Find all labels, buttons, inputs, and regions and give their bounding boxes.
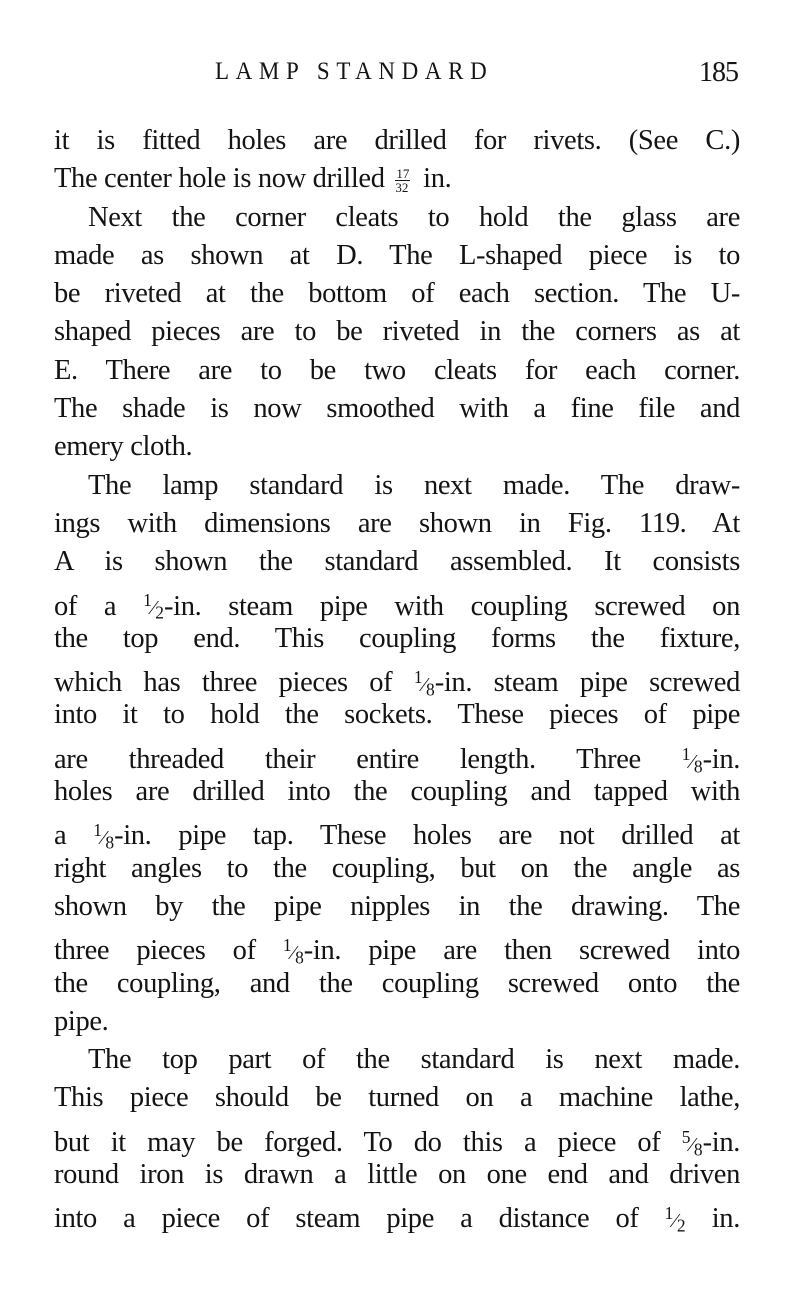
text-line: shaped pieces are to be riveted in the corners as at xyxy=(54,316,740,348)
running-header xyxy=(0,58,800,98)
fraction: $^5⁄_8$ xyxy=(681,1126,703,1159)
running-title: LAMP STANDARD xyxy=(215,58,494,85)
fraction: $^1⁄_8$ xyxy=(93,820,115,853)
fraction: $\frac{17}{32}$ xyxy=(395,165,410,195)
text-line: into a piece of steam pipe a distance of $^1⁄_2$ in. xyxy=(54,1203,740,1236)
text-line: it is fitted holes are drilled for rivets. (See C.) xyxy=(54,125,740,156)
text-line: a $^1⁄_8-in$. pipe tap. These holes are not drilled at xyxy=(54,820,740,853)
text-line: A is shown the standard assembled. It consists xyxy=(54,546,740,578)
text-line: Next the corner cleats to hold the glass are xyxy=(88,201,740,233)
text-line: into it to hold the sockets. These pieces of pipe xyxy=(54,699,740,731)
text-line: The center hole is now drilled $\frac{17}{32}$ in. xyxy=(54,163,452,195)
fraction: $^1⁄_2$ xyxy=(143,590,164,623)
text-line: but it may be forged. To do this a piece of $^5⁄_8-in$. xyxy=(54,1126,740,1159)
text-line: shown by the pipe nipples in the drawing. The xyxy=(54,890,740,922)
text-line: ings with dimensions are shown in Fig. 119. At xyxy=(54,507,740,539)
fraction: $^1⁄_8$ xyxy=(282,935,304,968)
text-line: of a $^1⁄_2-in$. steam pipe with coupling screwed on xyxy=(54,590,740,623)
text-line: three pieces of $^1⁄_8-in$. pipe are then screwed into xyxy=(54,935,740,968)
fraction: $^1⁄_8$ xyxy=(413,667,435,700)
page-number: 185 xyxy=(699,57,738,88)
text-line: be riveted at the bottom of each section. The U- xyxy=(54,278,740,310)
text-line: The shade is now smoothed with a fine file and xyxy=(54,393,740,425)
text-line: holes are drilled into the coupling and tapped with xyxy=(54,776,740,808)
text-line: the coupling, and the coupling screwed onto the xyxy=(54,967,740,999)
text-line: are threaded their entire length. Three $^1⁄_8-in$. xyxy=(54,743,740,776)
text-line: round iron is drawn a little on one end and driven xyxy=(54,1159,740,1191)
body-text xyxy=(54,122,740,1236)
text-line: emery cloth. xyxy=(54,431,193,463)
text-line: right angles to the coupling, but on the angle as xyxy=(54,852,740,884)
fraction: $^1⁄_2$ xyxy=(664,1203,686,1236)
text-line: pipe. xyxy=(54,1005,109,1037)
fraction: $^1⁄_8$ xyxy=(681,743,703,776)
text-line: The lamp standard is next made. The draw- xyxy=(88,469,740,501)
text-line: made as shown at D. The L-shaped piece is to xyxy=(54,239,740,271)
text-line: The top part of the standard is next made. xyxy=(88,1044,740,1076)
text-line: E. There are to be two cleats for each corner. xyxy=(54,354,740,386)
text-line: the top end. This coupling forms the fixture, xyxy=(54,622,740,654)
text-line: This piece should be turned on a machine lathe, xyxy=(54,1082,740,1114)
text-line: which has three pieces of $^1⁄_8-in$. steam pipe screwed xyxy=(54,667,740,700)
